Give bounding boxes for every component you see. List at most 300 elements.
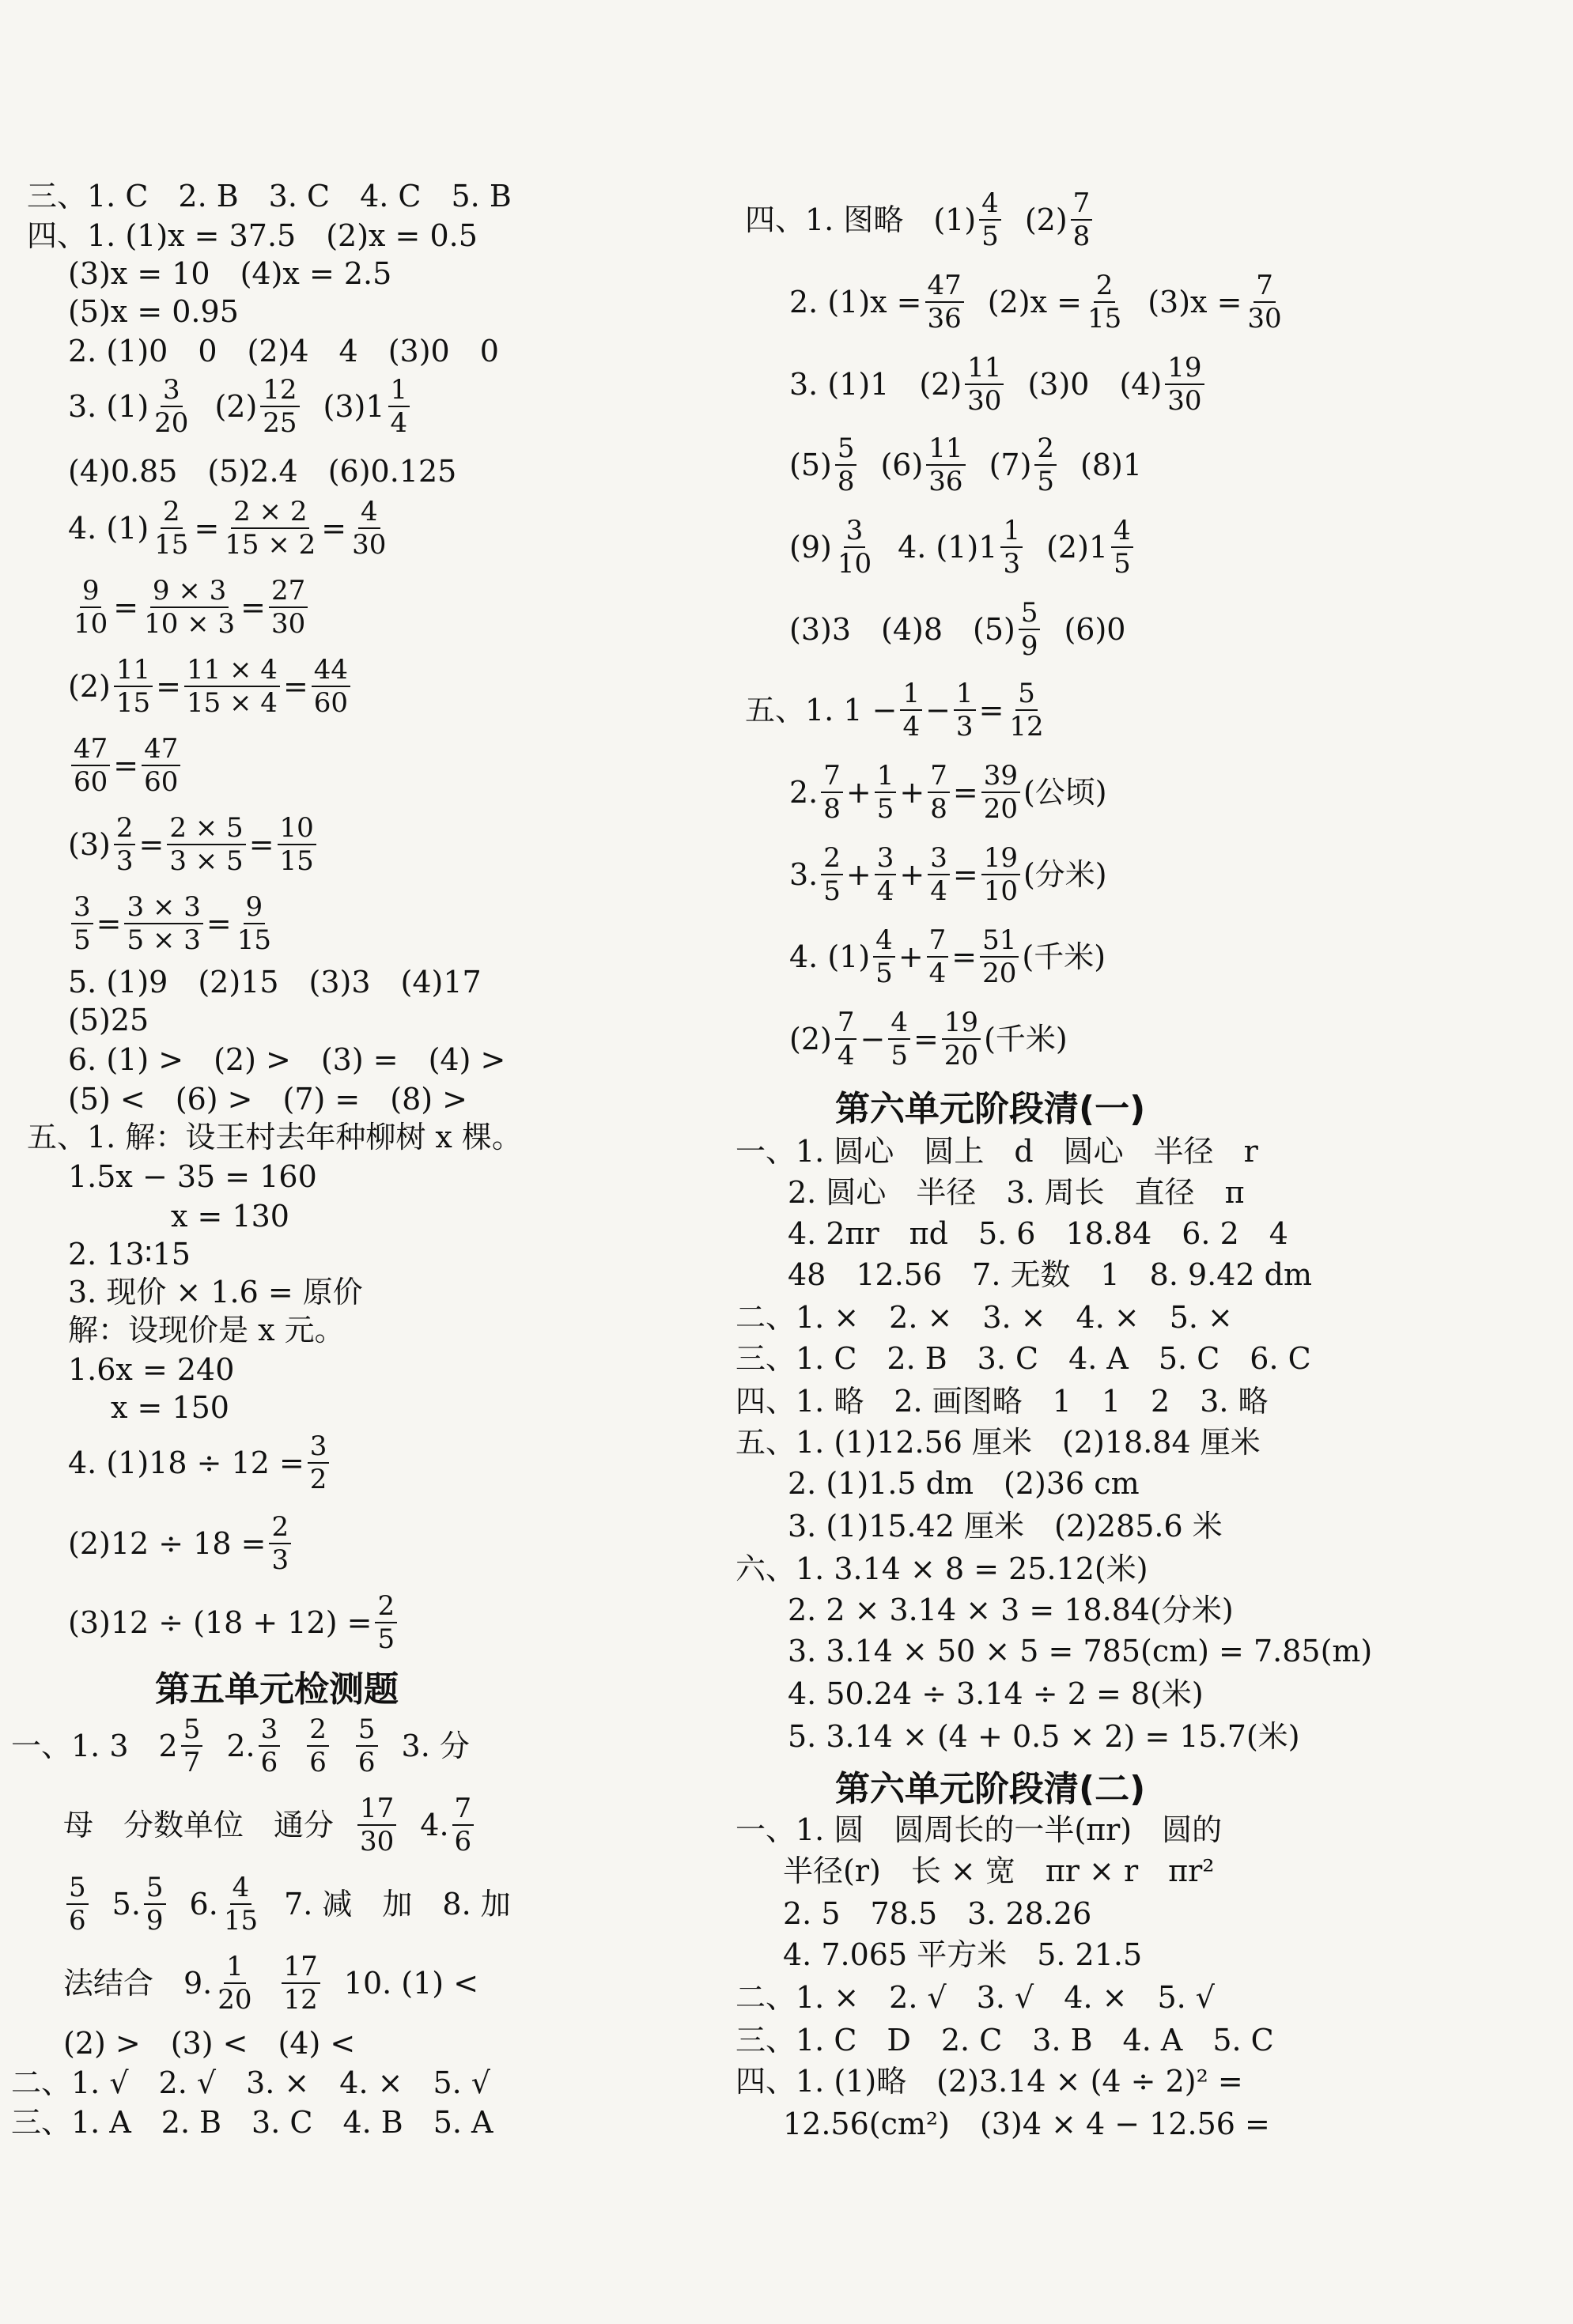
numerator: 5 [1015,678,1038,711]
fraction [821,842,843,907]
answer-line: 2. 5 78.5 3. 28.26 [783,1896,1092,1931]
denominator: 15 × 2 [225,529,316,561]
denominator: 6 [454,1826,472,1857]
numerator: 5 [835,433,857,466]
numerator: 19 [1165,352,1204,385]
denominator: 15 [115,687,151,719]
numerator: 19 [981,842,1020,875]
answer-line: 五、1. 解：设王村去年种柳树 x 棵。 [27,1120,522,1154]
denominator: 30 [967,385,1002,417]
fraction [388,374,410,439]
answer-line: x = 150 [111,1390,229,1425]
answer-line: 三、1. A 2. B 3. C 4. B 5. A [11,2105,493,2140]
text: (3) [68,827,111,862]
answer-line: (3) $\frac{2}{3}$ = $\frac{2 \times 5}{3 \times 5}$ = $\frac{10}{15}$ [68,822,320,867]
numerator: 3 [259,1714,281,1747]
numerator: 1 [954,678,976,711]
section-heading: 第六单元阶段清(一) [835,1089,1146,1129]
numerator: 4 [1111,515,1133,548]
denominator: 15 [1087,303,1122,334]
fraction [307,1714,329,1778]
text: (9) [789,530,832,565]
numerator: 2 [1034,433,1057,466]
answer-line: 一、1. 圆心 圆上 d 圆心 半径 r [735,1134,1258,1169]
denominator: 30 [1167,385,1202,417]
text: 3. (1) [68,389,149,424]
answer-line: 2. (1)1.5 dm (2)36 cm [788,1466,1140,1501]
text: (5) [789,448,832,482]
answer-line: 5. (1)9 (2)15 (3)3 (4)17 [68,965,482,1000]
fraction [356,1714,378,1778]
text: 2. [789,775,819,810]
denominator: 2 [309,1464,327,1495]
answer-line: 4. 7.065 平方米 5. 21.5 [783,1937,1143,1972]
fraction [1165,352,1204,417]
denominator: 6 [309,1747,327,1778]
numerator: 11 × 4 [184,654,280,687]
denominator: 4 [876,875,894,907]
answer-line: 4. 50.24 ÷ 3.14 ÷ 2 = 8(米) [788,1676,1204,1711]
text: 五、1. 1 − [745,693,898,727]
text: 4. (1)1 [898,530,998,565]
numerator: 17 [282,1951,320,1984]
numerator: 3 [71,891,93,924]
denominator: 15 × 4 [186,687,278,719]
numerator: 5 [1019,597,1041,630]
fraction [184,654,280,719]
answer-line: 四、1. (1)x = 37.5 (2)x = 0.5 [27,218,478,253]
text: 母 分数单位 通分 [63,1808,335,1842]
answer-line: (5)x = 0.95 [68,294,239,329]
answer-line: 4. (1) $\frac{2}{15}$ = $\frac{2 \times 2}{15 \times 2}$ = $\frac{4}{30}$ [68,506,391,550]
fraction [259,1714,281,1778]
fraction [350,496,388,561]
fraction [114,812,136,877]
denominator: 3 [955,711,974,743]
numerator: 2 [161,496,183,529]
text: 4. [420,1808,449,1842]
numerator: 4 [888,1007,910,1040]
fraction [835,433,857,497]
denominator: 20 [982,958,1017,989]
answer-line: 二、1. × 2. √ 3. √ 4. × 5. √ [735,1980,1215,2015]
numerator: 10 [278,812,316,845]
fraction [66,1872,89,1937]
answer-line: 六、1. 3.14 × 8 = 25.12(米) [735,1551,1148,1586]
answer-line: x = 130 [171,1199,289,1234]
denominator: 5 [823,875,841,907]
fraction [927,924,949,989]
numerator: 7 [821,760,843,793]
fraction [900,678,922,743]
text: (3)0 (4) [1027,367,1163,402]
denominator: 3 [271,1544,289,1576]
denominator: 4 [837,1040,855,1071]
fraction [1111,515,1133,580]
fraction [71,575,110,640]
text: 6. [189,1887,218,1922]
denominator: 4 [930,875,947,907]
answer-line: 2. 2 × 3.14 × 3 = 18.84(分米) [788,1593,1234,1627]
answer-line [789,515,1136,580]
fraction [312,654,350,719]
denominator: 30 [360,1826,395,1857]
denominator: 4 [390,407,408,439]
numerator: 17 [357,1793,396,1826]
unit: (千米) [984,1022,1068,1056]
denominator: 3 [1003,548,1021,580]
denominator: 5 [74,924,91,956]
denominator: 5 [890,1040,908,1071]
fraction [926,433,965,497]
denominator: 6 [357,1747,376,1778]
fraction [222,496,318,561]
text: 一、1. 3 2 [11,1729,178,1763]
fraction [452,1793,475,1857]
text: (2)12 ÷ 18 = [68,1526,267,1561]
text: (2)1 [1046,530,1109,565]
denominator: 5 [875,958,893,989]
answer-line: (5)25 [68,1003,149,1037]
answer-line: 解：设现价是 x 元。 [68,1313,345,1347]
text: 4. (1) [789,939,871,974]
fraction [167,812,245,877]
answer-line: (2) $\frac{11}{15}$ = $\frac{11 \times 4}{15 \times 4}$ = $\frac{44}{60}$ [68,664,354,709]
fraction [152,496,191,561]
answer-line: 半径(r) 长 × 宽 πr × r πr² [783,1854,1215,1888]
denominator: 3 × 5 [169,845,244,877]
fraction [928,842,950,907]
fraction [278,812,316,877]
numerator: 11 [114,654,153,687]
numerator: 2 [269,1511,291,1544]
text: (3)12 ÷ (18 + 12) = [68,1605,372,1640]
denominator: 8 [930,793,947,825]
text: 3. 分 [401,1729,470,1763]
numerator: 1 [1000,515,1023,548]
fraction [875,760,897,825]
fraction [221,1872,260,1937]
numerator: 5 [66,1872,89,1905]
denominator: 20 [983,793,1018,825]
numerator: 3 [308,1430,330,1464]
numerator: 5 [181,1714,203,1747]
fraction [282,1951,320,2016]
section-heading: 第六单元阶段清(二) [835,1769,1146,1809]
answer-line [745,187,1095,252]
numerator: 1 [224,1951,246,1984]
answer-line: 五、1. (1)12.56 厘米 (2)18.84 厘米 [735,1425,1261,1460]
text: (6)0 [1064,612,1126,647]
denominator: 20 [217,1984,252,2016]
fraction [1000,515,1023,580]
answer-line: 2. 13∶15 [68,1237,191,1272]
answer-line: 3. 3.14 × 50 × 5 = 785(cm) = 7.85(m) [788,1634,1373,1668]
text: 法结合 9. [63,1966,213,2001]
text: (2) [1024,202,1068,237]
answer-line: 四、1. (1)略 (2)3.14 × (4 ÷ 2)² = [735,2064,1243,2099]
numerator: 2 [375,1590,397,1623]
numerator: 7 [928,760,950,793]
denominator: 5 [1114,548,1131,580]
text: 7. 减 加 8. 加 [284,1887,511,1922]
unit: (千米) [1022,939,1106,974]
numerator: 11 [926,433,965,466]
fraction [142,575,237,640]
fraction [1007,678,1046,743]
fraction [873,924,895,989]
answer-line: 二、1. √ 2. √ 3. × 4. × 5. √ [11,2065,490,2100]
text: 10. (1) < [343,1966,479,2001]
denominator: 60 [313,687,349,719]
answer-line [63,1793,477,1857]
denominator: 8 [823,793,841,825]
answer-line: 2. (1)0 0 (2)4 4 (3)0 0 [68,334,499,368]
numerator: 3 × 3 [124,891,202,924]
answer-line: 4. 2πr πd 5. 6 18.84 6. 2 4 [788,1216,1288,1251]
numerator: 39 [981,760,1020,793]
fraction [1071,187,1093,252]
numerator: 11 [965,352,1004,385]
answer-line: 1.5x − 35 = 160 [68,1159,317,1194]
text: (3)3 (4)8 (5) [789,612,1015,647]
denominator: 15 [223,1905,259,1937]
fraction [925,270,964,334]
denominator: 36 [928,466,963,497]
answer-line: 二、1. × 2. × 3. × 4. × 5. × [735,1300,1233,1335]
numerator: 51 [980,924,1019,958]
fraction [71,733,110,798]
text: 5. [112,1887,141,1922]
denominator: 60 [144,766,179,798]
answer-line: (5) < (6) > (7) = (8) > [68,1082,467,1117]
fraction [215,1951,254,2016]
denominator: 15 [154,529,189,561]
text: 3. [789,857,819,892]
denominator: 5 [876,793,894,825]
answer-line: 12.56(cm²) (3)4 × 4 − 12.56 = [783,2107,1270,2141]
fraction [821,760,843,825]
numerator: 2 × 2 [231,496,309,529]
text: 4. (1) [68,511,149,546]
text: (8)1 [1080,448,1143,482]
unit: (公顷) [1023,775,1107,810]
answer-line: 一、1. 圆 圆周长的一半(πr) 圆的 [735,1812,1223,1847]
numerator: 12 [260,374,299,407]
answer-line: $\frac{47}{60}$ = $\frac{47}{60}$ [68,743,183,788]
answer-line: 3. (1)15.42 厘米 (2)285.6 米 [788,1509,1223,1544]
numerator: 3 [161,374,183,407]
numerator: 1 [388,374,410,407]
denominator: 4 [928,958,947,989]
denominator: 10 [983,875,1018,907]
fraction [1245,270,1284,334]
answer-line [789,270,1288,334]
fraction [835,1007,857,1071]
text: (7) [989,448,1032,482]
denominator: 8 [1072,221,1091,252]
fraction [142,733,180,798]
answer-line [63,1951,479,2016]
numerator: 4 [979,187,1001,221]
answer-line: 4. (1) $\frac{4}{5}$ + $\frac{7}{4}$ = $\frac{51}{20}$ (千米) [789,924,1106,989]
fraction [269,1511,291,1576]
denominator: 25 [263,407,297,439]
denominator: 20 [154,407,189,439]
answer-line: (2) > (3) < (4) < [63,2026,356,2061]
fraction [269,575,308,640]
answer-line: 三、1. C 2. B 3. C 4. A 5. C 6. C [735,1341,1311,1376]
numerator: 44 [312,654,350,687]
numerator: 4 [230,1872,252,1905]
fraction [260,374,299,439]
numerator: 2 × 5 [167,812,245,845]
section-heading: 第五单元检测题 [155,1669,399,1710]
numerator: 3 [844,515,866,548]
answer-line: (3)x = 10 (4)x = 2.5 [68,256,392,291]
denominator: 4 [902,711,921,743]
denominator: 3 [115,845,134,877]
denominator: 20 [943,1040,979,1071]
numerator: 5 [356,1714,378,1747]
fraction [71,891,93,956]
numerator: 1 [875,760,897,793]
fraction [981,760,1020,825]
text: 2. (1)x = [789,285,922,319]
fraction [114,654,153,719]
answer-line: (4)0.85 (5)2.4 (6)0.125 [68,454,457,489]
answer-line: 5. 3.14 × (4 + 0.5 × 2) = 15.7(米) [788,1719,1300,1754]
numerator: 47 [71,733,110,766]
numerator: 2 [307,1714,329,1747]
numerator: 2 [114,812,136,845]
answer-line [789,433,1143,497]
unit: (分米) [1023,857,1107,892]
numerator: 7 [452,1793,475,1826]
denominator: 36 [927,303,962,334]
answer-line: 48 12.56 7. 无数 1 8. 9.42 dm [788,1257,1313,1292]
fraction [308,1430,330,1495]
numerator: 7 [835,1007,857,1040]
numerator: 9 [244,891,266,924]
answer-line: 3. $\frac{2}{5}$ + $\frac{3}{4}$ + $\frac{3}{4}$ = $\frac{19}{10}$ (分米) [789,842,1107,907]
answer-line [789,597,1126,662]
denominator: 5 [1037,466,1055,497]
denominator: 30 [1247,303,1282,334]
text: 3. (1)1 (2) [789,367,962,402]
answer-line: (2) $\frac{7}{4}$ − $\frac{4}{5}$ = $\frac{19}{20}$ (千米) [789,1007,1068,1071]
fraction [965,352,1004,417]
numerator: 3 [875,842,897,875]
denominator: 30 [352,529,387,561]
denominator: 9 [1020,630,1038,662]
fraction [979,187,1001,252]
denominator: 6 [69,1905,86,1937]
fraction [981,842,1020,907]
text: (2) [68,669,111,704]
denominator: 12 [283,1984,318,2016]
numerator: 3 [928,842,950,875]
numerator: 5 [144,1872,166,1905]
numerator: 2 [1094,270,1116,303]
fraction [144,1872,166,1937]
fraction [181,1714,203,1778]
denominator: 15 [236,924,271,956]
answer-line [63,1872,511,1937]
answer-line: 三、1. C D 2. C 3. B 4. A 5. C [735,2023,1274,2058]
denominator: 10 × 3 [144,608,236,640]
fraction [980,924,1019,989]
denominator: 10 [74,608,108,640]
fraction [888,1007,910,1071]
answer-line: 三、1. C 2. B 3. C 4. C 5. B [27,179,512,214]
answer-line: 2. $\frac{7}{8}$ + $\frac{1}{5}$ + $\frac{7}{8}$ = $\frac{39}{20}$ (公顷) [789,760,1107,825]
numerator: 27 [269,575,308,608]
answer-line [11,1714,470,1778]
text: 四、1. 图略 (1) [745,202,977,237]
denominator: 15 [279,845,314,877]
denominator: 7 [183,1747,201,1778]
numerator: 2 [821,842,843,875]
text: 2. [226,1729,255,1763]
fraction [357,1793,396,1857]
fraction [375,1590,397,1655]
fraction [875,842,897,907]
fraction [942,1007,981,1071]
text: (2) [789,1022,832,1056]
text: (2)x = [987,285,1082,319]
numerator: 19 [942,1007,981,1040]
denominator: 9 [146,1905,164,1937]
fraction [1034,433,1057,497]
answer-line [68,1590,400,1655]
text: 4. (1)18 ÷ 12 = [68,1445,304,1480]
left-column [0,0,759,2324]
answer-line: $\frac{3}{5}$ = $\frac{3 \times 3}{5 \times 3}$ = $\frac{9}{15}$ [68,901,277,946]
denominator: 8 [837,466,855,497]
answer-line [789,352,1208,417]
fraction [954,678,976,743]
numerator: 7 [1253,270,1276,303]
fraction [152,374,191,439]
numerator: 9 [80,575,102,608]
denominator: 6 [260,1747,278,1778]
fraction [835,515,874,580]
answer-line: 四、1. 略 2. 画图略 1 1 2 3. 略 [735,1384,1269,1419]
answer-line: 1.6x = 240 [68,1352,235,1387]
text: (3)x = [1148,285,1242,319]
text: (3)1 [323,389,385,424]
answer-line: 3. 现价 × 1.6 = 原价 [68,1275,363,1309]
answer-line [68,1511,294,1576]
answer-line: $\frac{9}{10}$ = $\frac{9 \times 3}{10 \times 3}$ = $\frac{27}{30}$ [68,585,311,629]
answer-line [68,374,413,439]
numerator: 9 × 3 [150,575,229,608]
denominator: 5 [981,221,999,252]
numerator: 47 [142,733,180,766]
right-column [728,0,1487,2324]
text: (6) [880,448,924,482]
answer-line: 五、1. 1 − $\frac{1}{4}$ − $\frac{1}{3}$ = $\frac{5}{12}$ [745,688,1049,732]
denominator: 5 × 3 [127,924,201,956]
numerator: 4 [873,924,895,958]
denominator: 10 [837,548,872,580]
denominator: 12 [1009,711,1044,743]
answer-line: 6. (1) > (2) > (3) = (4) > [68,1042,506,1077]
denominator: 5 [377,1623,395,1655]
fraction [1085,270,1124,334]
answer-line: 2. 圆心 半径 3. 周长 直径 π [788,1175,1245,1210]
